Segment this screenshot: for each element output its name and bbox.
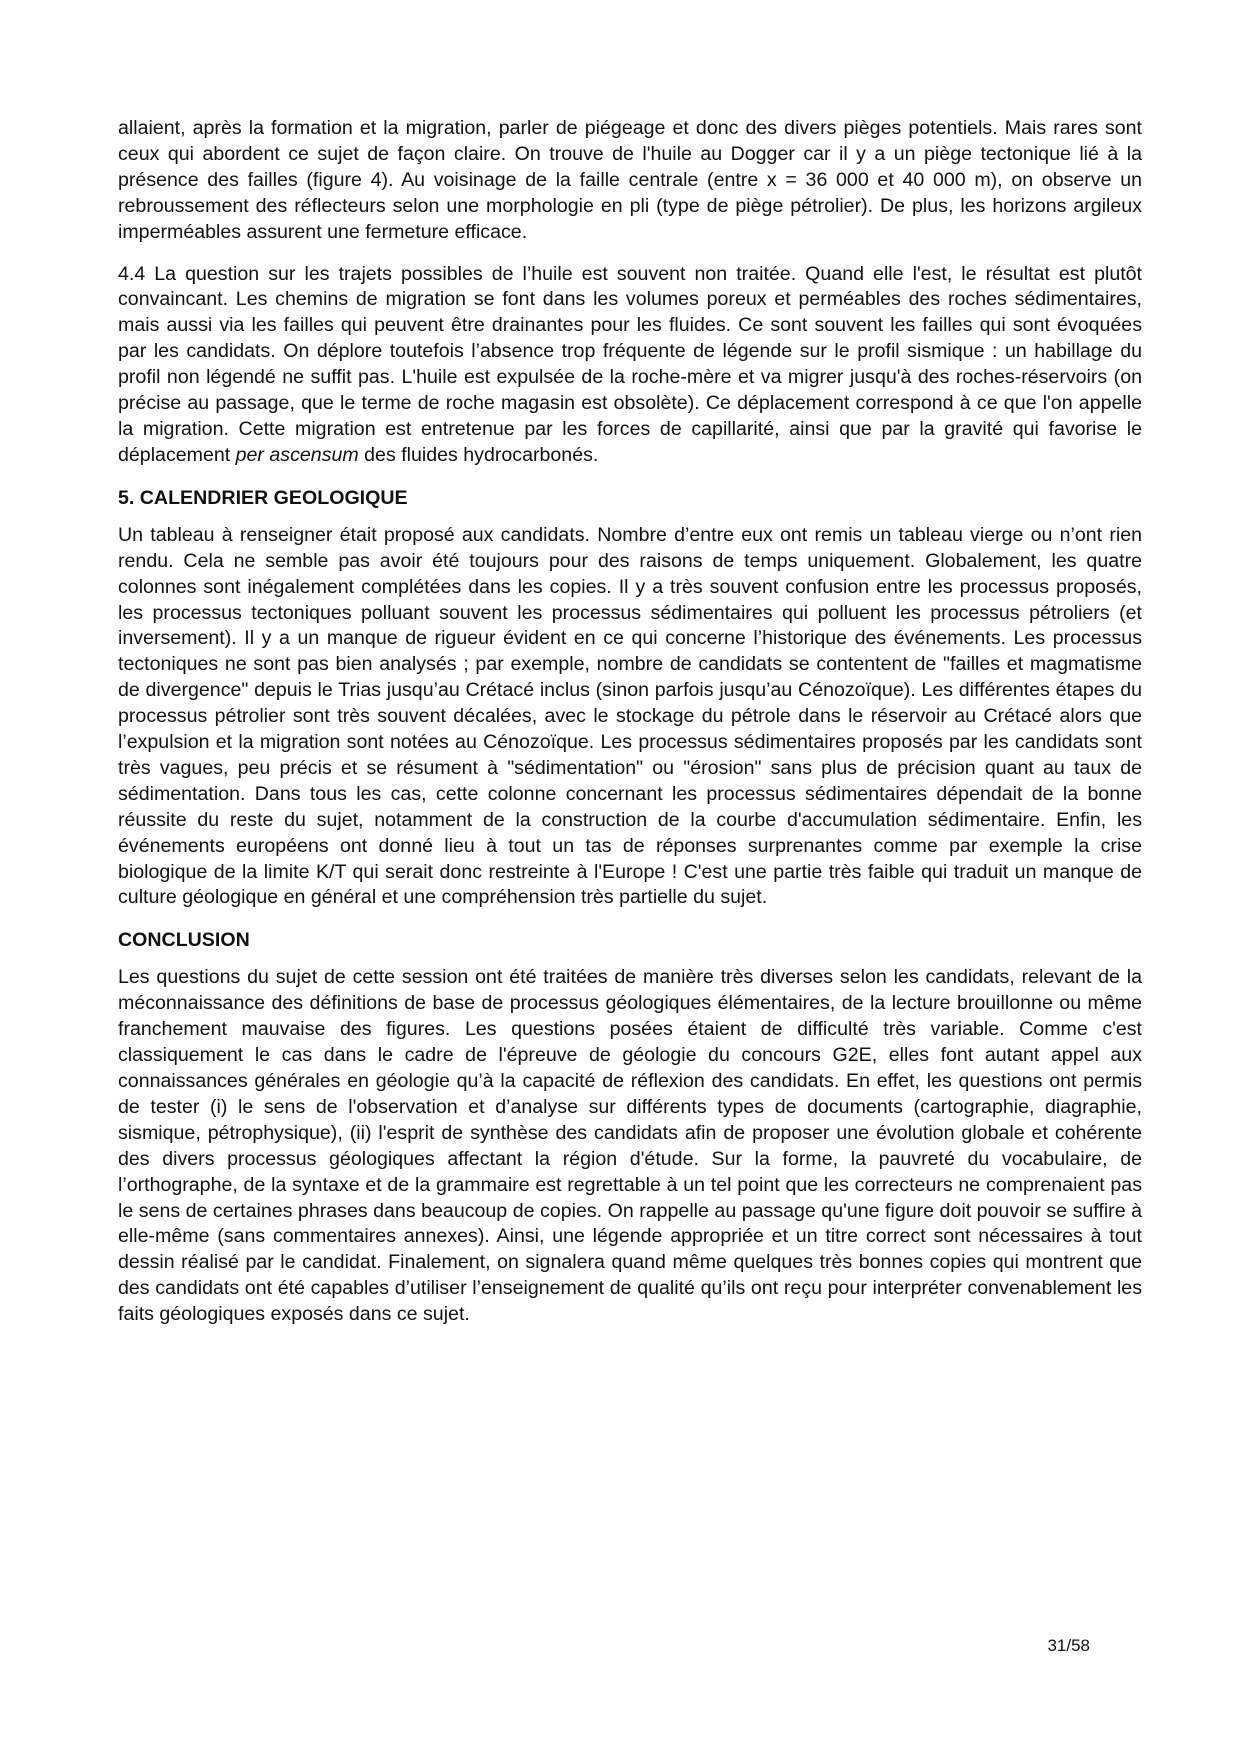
- paragraph-migration: [118, 262, 1142, 469]
- paragraph-migration-end: des fluides hydrocarbonés.: [358, 443, 599, 466]
- paragraph-migration-italic: per ascensum: [235, 443, 359, 466]
- paragraph-calendrier: Un tableau à renseigner était proposé aux candidats. Nombre d’entre eux ont remis un tableau vierge ou n’ont rien rendu. Cela ne semble pas avoir été toujours pour des raisons de temps uniquement. Globalement, les quatre colonnes sont inégalement complétées dans les copies. Il y a très souvent confusion entre les processus proposés, les processus tectoniques polluant souvent les processus sédimentaires qui polluent les processus pétroliers (et inversement). Il y a un manque de rigueur évident en ce qui concerne l’historique des événements. Les processus tectoniques ne sont pas bien analysés ; par exemple, nombre de candidats se contentent de "failles et magmatisme de divergence" depuis le Trias jusqu’au Crétacé inclus (sinon parfois jusqu’au Cénozoïque). Les différentes étapes du processus pétrolier sont très souvent décalées, avec le stockage du pétrole dans le réservoir au Crétacé alors que l’expulsion et la migration sont notées au Cénozoïque. Les processus sédimentaires proposés par les candidats sont très vagues, peu précis et se résument à "sédimentation" ou "érosion" sans plus de précision quant au taux de sédimentation. Dans tous les cas, cette colonne concernant les processus sédimentaires dépendait de la bonne réussite du reste du sujet, notamment de la construction de la courbe d'accumulation sédimentaire. Enfin, les événements européens ont donné lieu à tout un tas de réponses surprenantes comme par exemple la crise biologique de la limite K/T qui serait donc restreinte à l'Europe ! C'est une partie très faible qui traduit un manque de culture géologique en général et une compréhension très partielle du sujet.: [118, 523, 1142, 909]
- paragraph-conclusion: Les questions du sujet de cette session ont été traitées de manière très diverses selon les candidats, relevant de la méconnaissance des définitions de base de processus géologiques élémentaires, de la lecture brouillonne ou même franchement mauvaise des figures. Les questions posées étaient de difficulté très variable. Comme c'est classiquement le cas dans le cadre de l'épreuve de géologie du concours G2E, elles font autant appel aux connaissances générales en géologie qu’à la capacité de réflexion des candidats. En effet, les questions ont permis de tester (i) le sens de l'observation et d’analyse sur différents types de documents (cartographie, diagraphie, sismique, pétrophysique), (ii) l'esprit de synthèse des candidats afin de proposer une évolution globale et cohérente des divers processus géologiques affectant la région d'étude. Sur la forme, la pauvreté du vocabulaire, de l’orthographe, de la syntaxe et de la grammaire est regrettable à un tel point que les correcteurs ne comprenaient pas le sens de certaines phrases dans beaucoup de copies. On rappelle au passage qu'une figure doit pouvoir se suffire à elle-même (sans commentaires annexes). Ainsi, une légende appropriée et un titre correct sont nécessaires à tout dessin réalisé par le candidat. Finalement, on signalera quand même quelques très bonnes copies qui montrent que des candidats ont été capables d’utiliser l’enseignement de qualité qu’ils ont reçu pour interpréter convenablement les faits géologiques exposés dans ce sujet.: [118, 966, 1142, 1326]
- section-heading-calendrier: 5. CALENDRIER GEOLOGIQUE: [118, 486, 408, 509]
- section-heading-conclusion: CONCLUSION: [118, 929, 250, 952]
- paragraph-migration-text: 4.4 La question sur les trajets possibles de l’huile est souvent non traitée. Quand elle l'est, le résultat est plutôt convaincant. Les chemins de migration se font dans les volumes poreux et perméables des roches sédimentaires, mais aussi via les failles qui peuvent être drainantes pour les fluides. Ce sont souvent les failles qui sont évoquées par les candidats. On déplore toutefois l’absence trop fréquente de légende sur le profil sismique : un habillage du profil non légendé ne suffit pas. L'huile est expulsée de la roche-mère et va migrer jusqu'à des roches-réservoirs (on précise au passage, que le terme de roche magasin est obsolète). Ce déplacement correspond à ce que l'on appelle la migration. Cette migration est entretenue par les forces de capillarité, ainsi que par la gravité qui favorise le déplacement: [118, 262, 1142, 466]
- document-page: [118, 116, 1142, 1344]
- paragraph-trap: allaient, après la formation et la migration, parler de piégeage et donc des divers pièges potentiels. Mais rares sont ceux qui abordent ce sujet de façon claire. On trouve de l'huile au Dogger car il y a un piège tectonique lié à la présence des failles (figure 4). Au voisinage de la faille centrale (entre x = 36 000 et 40 000 m), on observe un rebroussement des réflecteurs selon une morphologie en pli (type de piège pétrolier). De plus, les horizons argileux imperméables assurent une fermeture efficace.: [118, 117, 1142, 243]
- page-number: 31/58: [1047, 1636, 1090, 1655]
